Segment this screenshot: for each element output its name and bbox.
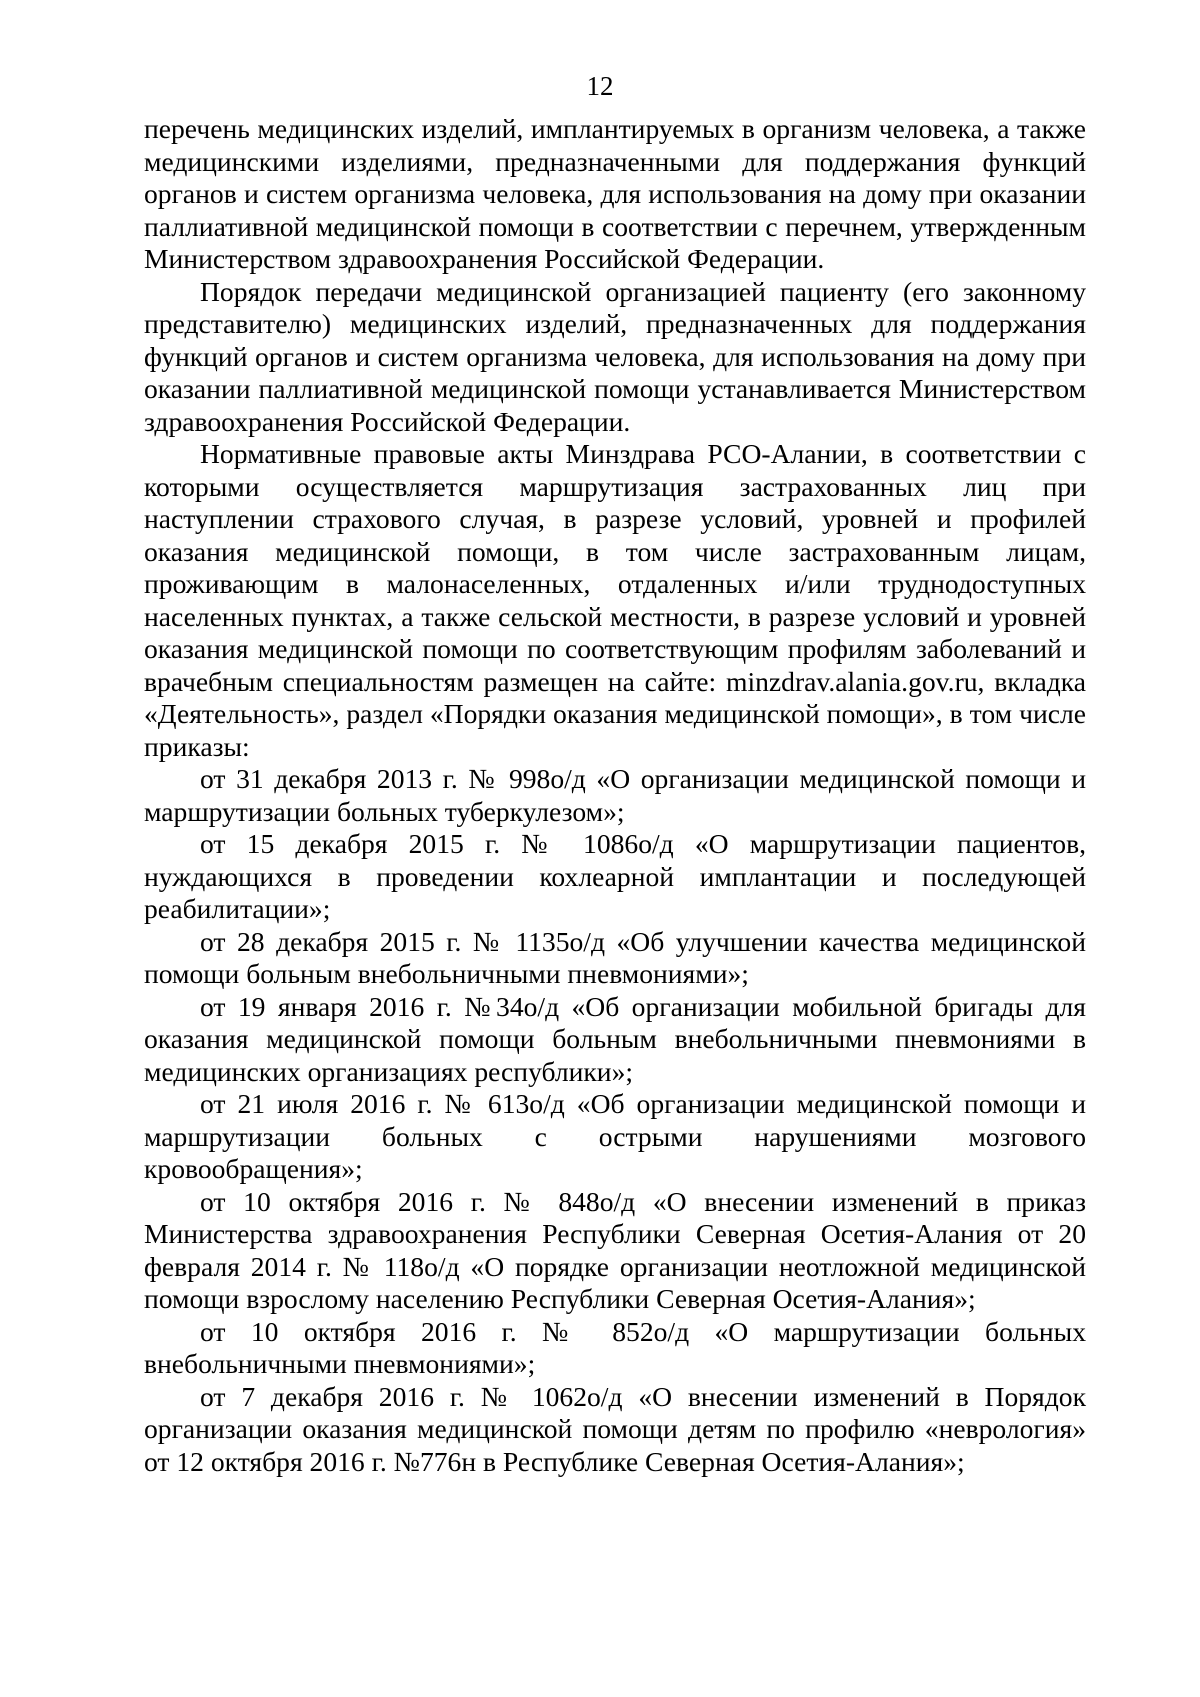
order-item: от 21 июля 2016 г. № 613о/д «Об организации медицинской помощи и маршрутизации больных с острыми нарушениями мозгового кровообращения»; bbox=[144, 1088, 1086, 1184]
page-number: 12 bbox=[586, 71, 614, 101]
paragraph-normative-acts: Нормативные правовые акты Минздрава РСО-Алании, в соответствии с которыми осуществляется маршрутизация застрахованных лиц при наступлении страхового случая, в разрезе условий, уровней и профилей оказания медицинской помощи, в том числе застрахованным лицам, проживающим в малонаселенных, отдаленных и/или труднодоступных населенных пунктах, а также сельской местности, в разрезе условий и уровней оказания медицинской помощи по соответствующим профилям заболеваний и врачебным специальностям размещен на сайте: minzdrav.alania.gov.ru, вкладка «Деятельность», раздел «Порядки оказания медицинской помощи», в том числе приказы: bbox=[144, 438, 1086, 762]
order-item: от 10 октября 2016 г. № 852о/д «О маршрутизации больных внебольничными пневмониями»; bbox=[144, 1315, 1086, 1379]
paragraph-transfer-procedure: Порядок передачи медицинской организацией пациенту (его законному представителю) медицинских изделий, предназначенных для поддержания функций органов и систем организма человека, для использования на дому при оказании паллиативной медицинской помощи устанавливается Министерством здравоохранения Российской Федерации. bbox=[144, 275, 1086, 437]
order-item: от 31 декабря 2013 г. № 998о/д «О организации медицинской помощи и маршрутизации больных туберкулезом»; bbox=[144, 763, 1086, 827]
order-item: от 28 декабря 2015 г. № 1135о/д «Об улучшении качества медицинской помощи больным внебольничными пневмониями»; bbox=[144, 925, 1086, 989]
document-body bbox=[144, 113, 1086, 1478]
order-item: от 7 декабря 2016 г. № 1062о/д «О внесении изменений в Порядок организации оказания медицинской помощи детям по профилю «неврология» от 12 октября 2016 г. №776н в Республике Северная Осетия-Алания»; bbox=[144, 1380, 1086, 1477]
order-item: от 19 января 2016 г. №34о/д «Об организации мобильной бригады для оказания медицинской помощи больным внебольничными пневмониями в медицинских организациях республики»; bbox=[144, 990, 1086, 1087]
paragraph-medical-devices-list: перечень медицинских изделий, имплантируемых в организм человека, а также медицинскими изделиями, предназначенными для поддержания функций органов и систем организма человека, для использования на дому при оказании паллиативной медицинской помощи в соответствии с перечнем, утвержденным Министерством здравоохранения Российской Федерации. bbox=[144, 113, 1086, 274]
order-item: от 15 декабря 2015 г. № 1086о/д «О маршрутизации пациентов, нуждающихся в проведении кохлеарной имплантации и последующей реабилитации»; bbox=[144, 828, 1086, 924]
order-item: от 10 октября 2016 г. № 848о/д «О внесении изменений в приказ Министерства здравоохранения Республики Северная Осетия-Алания от 20 февраля 2014 г. № 118о/д «О порядке организации неотложной медицинской помощи взрослому населению Республики Северная Осетия-Алания»; bbox=[144, 1185, 1086, 1314]
